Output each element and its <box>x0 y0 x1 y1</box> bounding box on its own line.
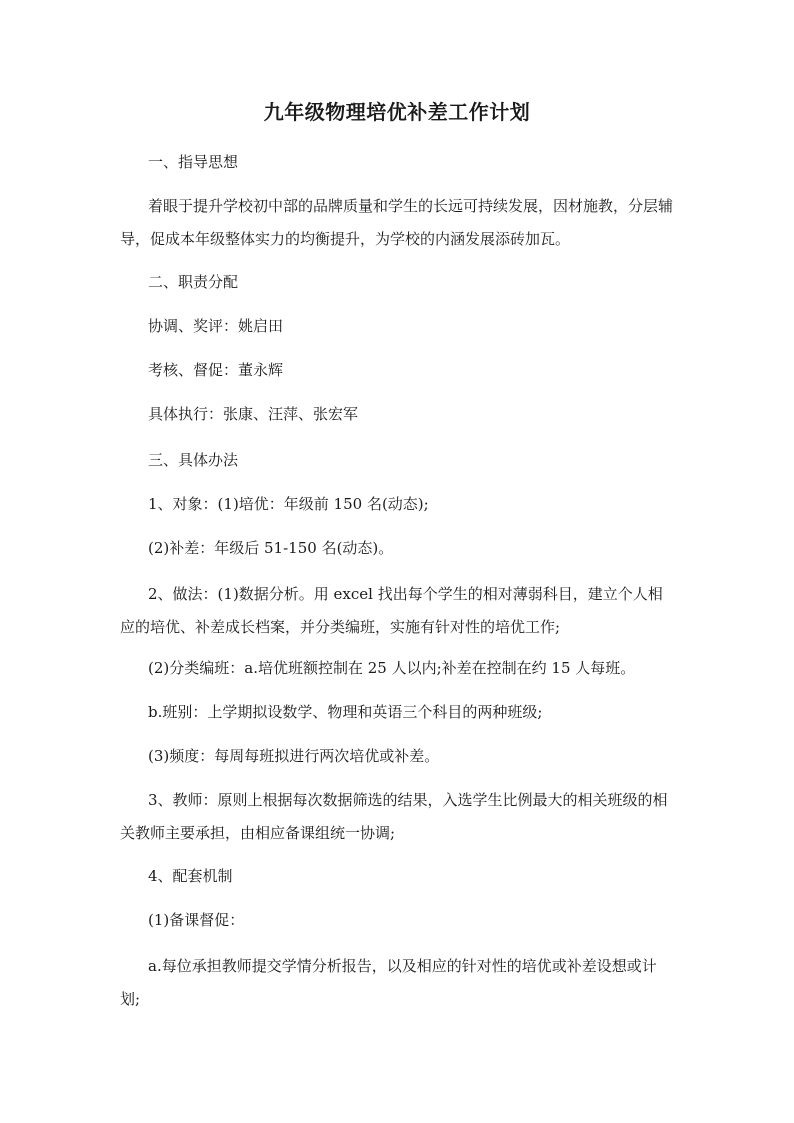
paragraph-coordination: 协调、奖评：姚启田 <box>148 317 284 335</box>
paragraph-lesson-prep: (1)备课督促： <box>148 911 245 929</box>
paragraph-execution: 具体执行：张康、汪萍、张宏军 <box>148 405 359 423</box>
paragraph-class-types: b.班别：上学期拟设数学、物理和英语三个科目的两种班级; <box>148 703 543 721</box>
paragraph-target-top: 1、对象：(1)培优：年级前 150 名(动态); <box>148 495 429 513</box>
section-heading-responsibilities: 二、职责分配 <box>148 273 239 291</box>
paragraph-teachers: 3、教师：原则上根据每次数据筛选的结果，入选学生比例最大的相关班级的相关教师主要承担，由相应备课组统一协调; <box>120 791 668 842</box>
section-heading-methods: 三、具体办法 <box>148 451 239 469</box>
paragraph-target-bottom: (2)补差：年级后 51-150 名(动态)。 <box>148 539 394 557</box>
paragraph-method-data: 2、做法：(1)数据分析。用 excel 找出每个学生的相对薄弱科目，建立个人相应的培优、补差成长档案，并分类编班，实施有针对性的培优工作; <box>120 585 663 636</box>
paragraph-frequency: (3)频度：每周每班拟进行两次培优或补差。 <box>148 747 440 765</box>
section-heading-guiding-idea: 一、指导思想 <box>148 153 239 171</box>
document-title: 九年级物理培优补差工作计划 <box>263 100 531 124</box>
paragraph-report: a.每位承担教师提交学情分析报告，以及相应的针对性的培优或补差设想或计划; <box>120 957 657 1008</box>
paragraph-class-grouping: (2)分类编班：a.培优班额控制在 25 人以内;补差在控制在约 15 人每班。 <box>148 659 636 677</box>
paragraph-assessment: 考核、督促：董永辉 <box>148 361 284 379</box>
paragraph-guiding-idea: 着眼于提升学校初中部的品牌质量和学生的长远可持续发展，因材施教，分层辅导，促成本年级整体实力的均衡提升，为学校的内涵发展添砖加瓦。 <box>120 197 674 248</box>
section-heading-mechanism: 4、配套机制 <box>148 867 233 885</box>
